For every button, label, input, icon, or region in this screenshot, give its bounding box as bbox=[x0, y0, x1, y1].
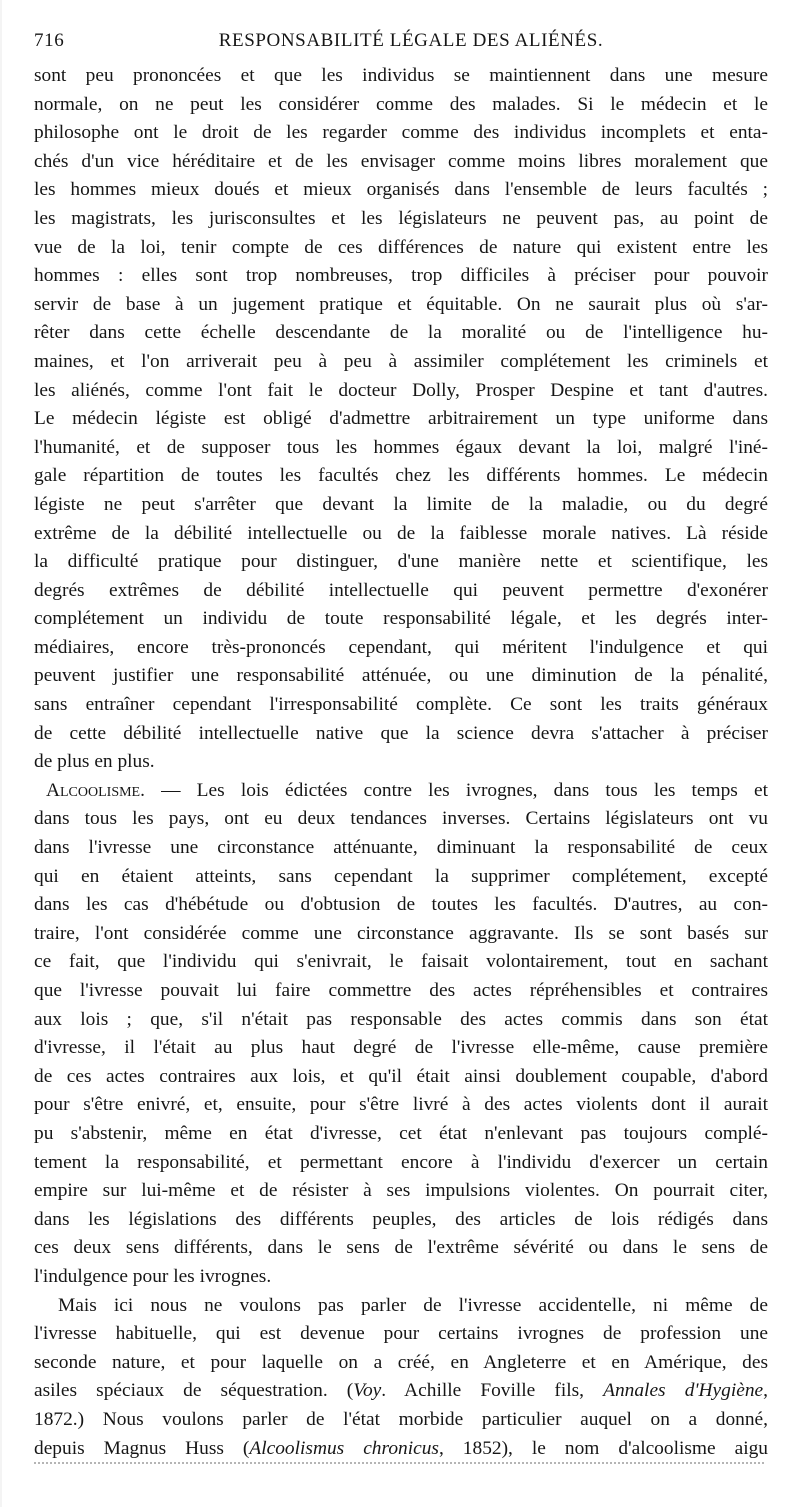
text-line: empire sur lui-même et de résister à ses impulsions violentes. On pourrait citer, bbox=[34, 1180, 768, 1202]
text-line: peuvent justifier une responsabilité atténuée, ou une diminution de la pénalité, bbox=[34, 665, 768, 687]
text-fragment: , 1852), le nom d'alcoolisme aigu bbox=[438, 1437, 768, 1459]
text-line: maines, et l'on arriverait peu à peu à assimiler complétement les criminels et bbox=[34, 350, 768, 372]
text-line: ce fait, que l'individu qui s'enivrait, le faisait volontairement, tout en sachant bbox=[34, 951, 768, 973]
text-line: les magistrats, les jurisconsultes et les législateurs ne peuvent pas, au point de bbox=[34, 207, 768, 229]
text-fragment: , bbox=[763, 1380, 768, 1402]
text-line: pu s'abstenir, même en état d'ivresse, cet état n'enlevant pas toujours complé- bbox=[34, 1122, 768, 1144]
text-line: aux lois ; que, s'il n'était pas responsable des actes commis dans son état bbox=[34, 1008, 768, 1030]
text-line: légiste ne peut s'arrêter que devant la limite de la maladie, ou du degré bbox=[34, 493, 768, 515]
text-line: Le médecin légiste est obligé d'admettre arbitrairement un type uniforme dans bbox=[34, 408, 768, 430]
text-line: chés d'un vice héréditaire et de les envisager comme moins libres moralement que bbox=[34, 150, 768, 172]
text-line: normale, on ne peut les considérer comme des malades. Si le médecin et le bbox=[34, 93, 768, 115]
footer-dotted-rule bbox=[34, 1462, 764, 1466]
text-line: les hommes mieux doués et mieux organisés dans l'ensemble de leurs facultés ; bbox=[34, 179, 768, 201]
text-line: vue de la loi, tenir compte de ces différences de nature qui existent entre les bbox=[34, 236, 768, 258]
text-line: sans entraîner cependant l'irresponsabilité complète. Ce sont les traits généraux bbox=[34, 694, 768, 716]
work-title: Alcoolismus chronicus bbox=[249, 1437, 439, 1459]
text-line: extrême de la débilité intellectuelle ou de la faiblesse morale natives. Là réside bbox=[34, 522, 768, 544]
text-fragment: . Achille Foville fils, bbox=[381, 1380, 604, 1402]
text-fragment: depuis Magnus Huss ( bbox=[34, 1437, 250, 1459]
text-line: pour s'être enivré, et, ensuite, pour s'être livré à des actes violents dont il aurait bbox=[34, 1094, 768, 1116]
text-line: la difficulté pratique pour distinguer, d'une manière nette et scientifique, les bbox=[34, 551, 768, 573]
text-line: ces deux sens différents, dans le sens de l'extrême sévérité ou dans le sens de bbox=[34, 1237, 768, 1259]
journal-title: Annales d'Hygiène bbox=[603, 1380, 764, 1402]
text-line: philosophe ont le droit de les regarder comme des individus incomplets et enta- bbox=[34, 122, 768, 144]
text-line: dans les législations des différents peuples, des articles de lois rédigés dans bbox=[34, 1208, 768, 1230]
text-line: servir de base à un jugement pratique et équitable. On ne saurait plus où s'ar- bbox=[34, 293, 768, 315]
text-line: les aliénés, comme l'ont fait le docteur Dolly, Prosper Despine et tant d'autres. bbox=[34, 379, 768, 401]
text-line: dans l'ivresse une circonstance atténuante, diminuant la responsabilité de ceux bbox=[34, 837, 768, 859]
text-line bbox=[34, 1435, 768, 1464]
text-line: rêter dans cette échelle descendante de la moralité ou de l'intelligence hu- bbox=[34, 322, 768, 344]
page-edge bbox=[0, 0, 2, 1507]
text-line: gale répartition de toutes les facultés chez les différents hommes. Le médecin bbox=[34, 465, 768, 487]
section-heading: Alcoolisme. bbox=[46, 779, 145, 801]
text-line: de cette débilité intellectuelle native que la science devra s'attacher à préciser bbox=[34, 722, 768, 744]
text-line: de plus en plus. bbox=[34, 751, 155, 773]
text-line: tement la responsabilité, et permettant encore à l'individu d'exercer un certain bbox=[34, 1151, 768, 1173]
running-title: RESPONSABILITÉ LÉGALE DES ALIÉNÉS. bbox=[218, 30, 604, 51]
text-line: degrés extrêmes de débilité intellectuelle qui peuvent permettre d'exonérer bbox=[34, 579, 768, 601]
text-line: médiaires, encore très-prononcés cependant, qui méritent l'indulgence et qui bbox=[34, 636, 768, 658]
text-line: l'indulgence pour les ivrognes. bbox=[34, 1265, 272, 1287]
text-fragment: — Les lois édictées contre les ivrognes, dans tous les temps et bbox=[144, 779, 768, 801]
running-head bbox=[34, 30, 768, 60]
text-line: dans les cas d'hébétude ou d'obtusion de toutes les facultés. D'autres, au con- bbox=[34, 894, 768, 916]
text-line: hommes : elles sont trop nombreuses, trop difficiles à préciser pour pouvoir bbox=[34, 265, 768, 287]
text-line: dans tous les pays, ont eu deux tendances inverses. Certains législateurs ont vu bbox=[34, 808, 768, 830]
paragraph-ivresse bbox=[34, 1292, 768, 1464]
text-line: qui en étaient atteints, sans cependant la supprimer complétement, excepté bbox=[34, 865, 768, 887]
text-line: que l'ivresse pouvait lui faire commettre des actes répréhensibles et contraires bbox=[34, 980, 768, 1001]
paragraph-alcoolisme bbox=[34, 777, 768, 1292]
document-page bbox=[34, 30, 768, 1463]
text-line: d'ivresse, il l'était au plus haut degré de l'ivresse elle-même, cause première bbox=[34, 1037, 768, 1059]
text-line: 1872.) Nous voulons parler de l'état morbide particulier auquel on a donné, bbox=[34, 1408, 768, 1430]
text-line: seconde nature, et pour laquelle on a créé, en Angleterre et en Amérique, des bbox=[34, 1351, 768, 1373]
text-line: complétement un individu de toute responsabilité légale, et les degrés inter- bbox=[34, 608, 768, 630]
text-line: de ces actes contraires aux lois, et qu'il était ainsi doublement coupable, d'abord bbox=[34, 1065, 768, 1087]
paragraph-continuation bbox=[34, 62, 768, 777]
text-line: traire, l'ont considérée comme une circonstance aggravante. Ils se sont basés sur bbox=[34, 922, 768, 944]
text-line bbox=[34, 777, 768, 806]
text-fragment: asiles spéciaux de séquestration. ( bbox=[34, 1380, 354, 1402]
text-line: l'humanité, et de supposer tous les hommes égaux devant la loi, malgré l'iné- bbox=[34, 436, 768, 458]
text-line: l'ivresse habituelle, qui est devenue pour certains ivrognes de profession une bbox=[34, 1323, 768, 1345]
text-line: sont peu prononcées et que les individus se maintiennent dans une mesure bbox=[34, 65, 768, 86]
citation-abbrev: Voy bbox=[353, 1380, 382, 1402]
body-text bbox=[34, 62, 768, 1463]
page-number: 716 bbox=[34, 30, 65, 51]
text-line bbox=[34, 1377, 768, 1406]
text-line: Mais ici nous ne voulons pas parler de l'ivresse accidentelle, ni même de bbox=[58, 1294, 768, 1316]
